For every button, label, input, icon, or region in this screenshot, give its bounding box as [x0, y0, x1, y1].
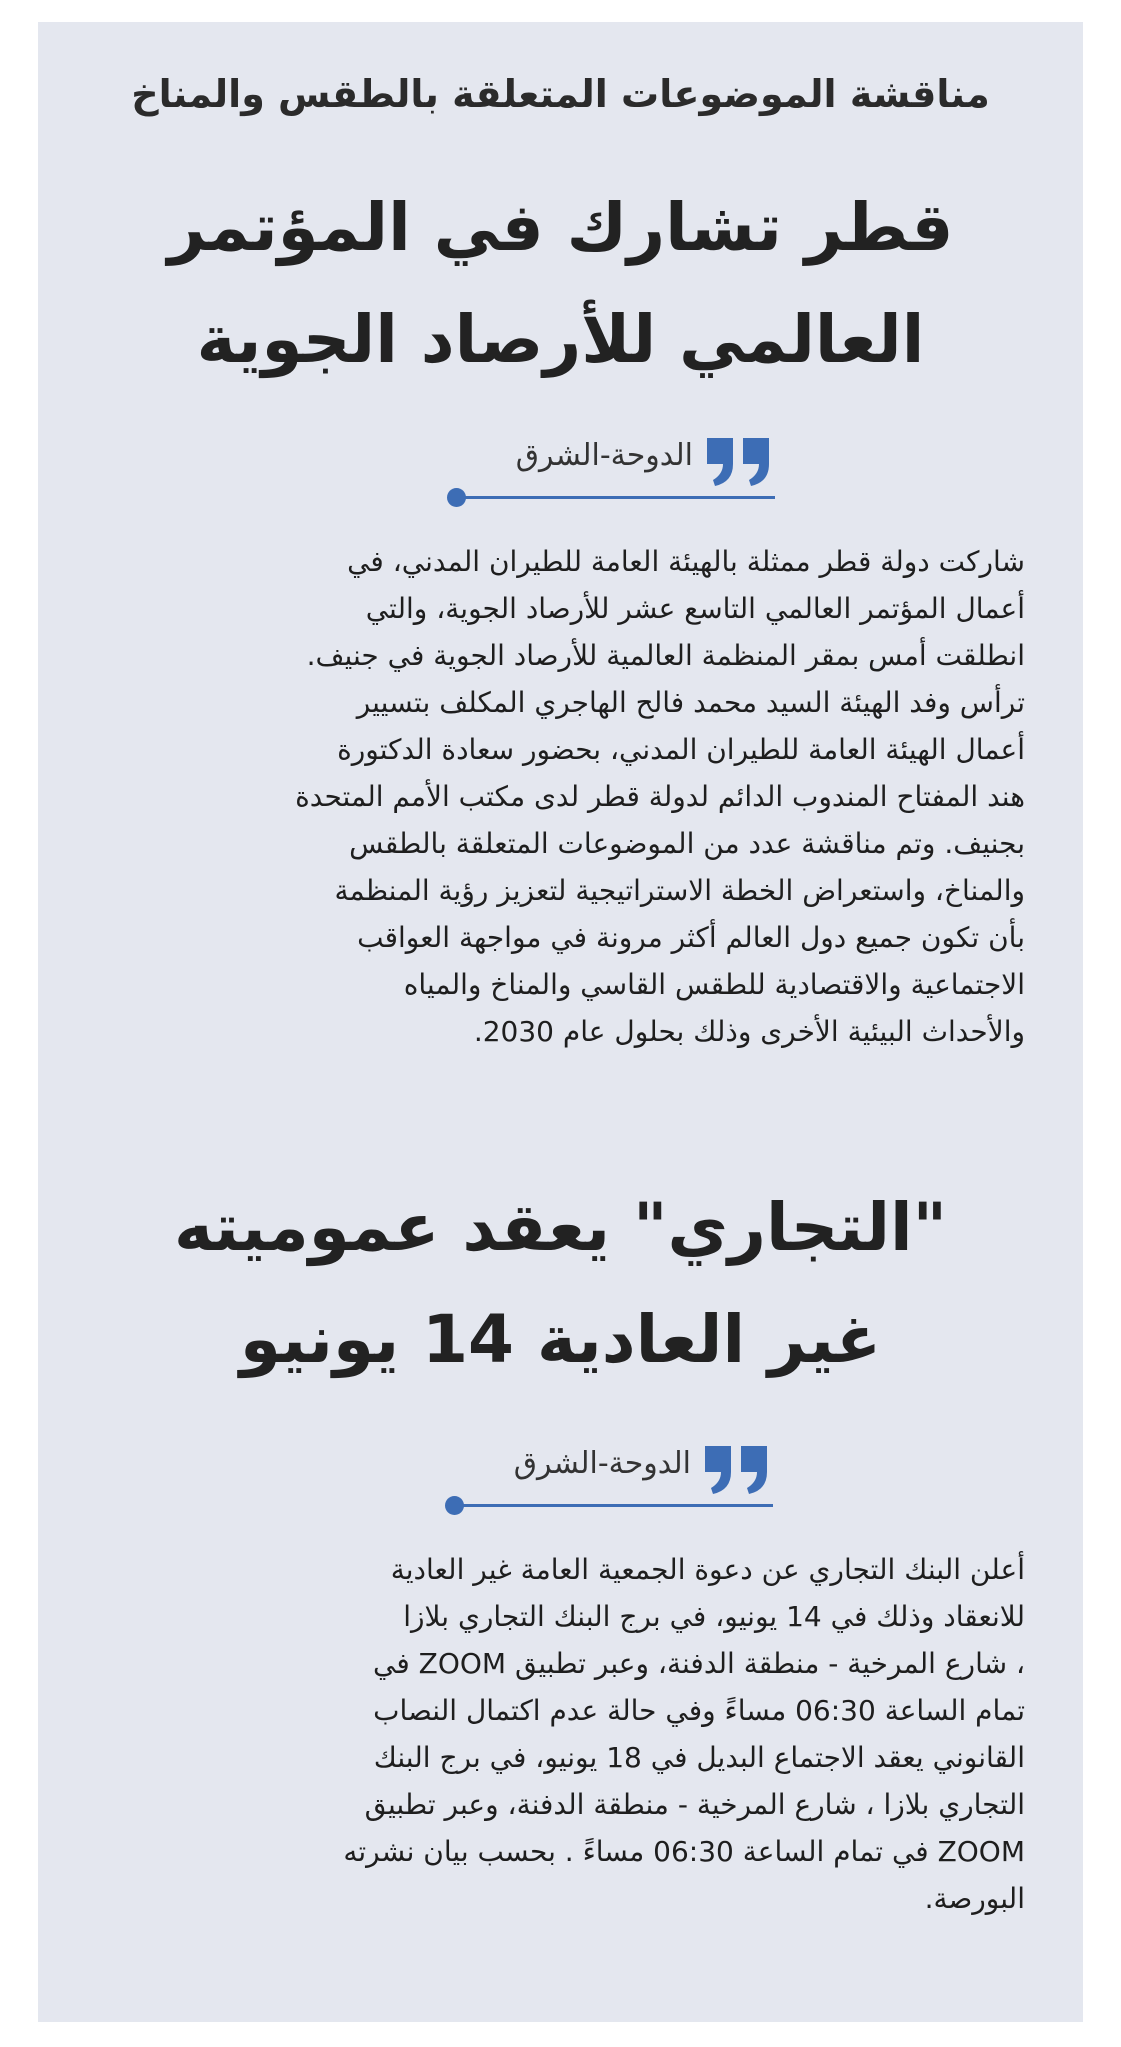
article2-body-line: تمام الساعة 06:30 مساءً وفي حالة عدم اكتمال النصاب	[373, 1694, 1025, 1727]
article2-body-line: ZOOM في تمام الساعة 06:30 مساءً . بحسب بيان نشرته	[343, 1835, 1025, 1868]
byline-divider-dot	[445, 1496, 464, 1515]
article1-body-line: هند المفتاح المندوب الدائم لدولة قطر لدى مكتب الأمم المتحدة	[295, 780, 1025, 813]
article2-body-line: التجاري بلازا ، شارع المرخية - منطقة الدفنة، وعبر تطبيق	[364, 1788, 1025, 1821]
article1-body-line: أعمال الهيئة العامة للطيران المدني، بحضور سعادة الدكتورة	[337, 733, 1025, 766]
quote-mark-icon	[701, 1442, 773, 1496]
article-page	[38, 22, 1083, 2022]
article1-body	[70, 538, 1025, 1055]
article2-headline-line2: غير العادية 14 يونيو	[239, 1301, 882, 1378]
byline-divider-dot	[447, 488, 466, 507]
article1-headline-line2: العالمي للأرصاد الجوية	[196, 301, 925, 378]
article2-body-line: أعلن البنك التجاري عن دعوة الجمعية العامة غير العادية	[390, 1553, 1025, 1586]
byline-divider	[455, 496, 775, 499]
quote-mark-icon	[703, 434, 775, 488]
article2-byline-text: الدوحة-الشرق	[513, 1446, 691, 1481]
article2-body-line: ، شارع المرخية - منطقة الدفنة، وعبر تطبيق ZOOM في	[373, 1647, 1025, 1680]
article1-body-line: شاركت دولة قطر ممثلة بالهيئة العامة للطيران المدني، في	[347, 545, 1025, 578]
article1-body-line: بجنيف. وتم مناقشة عدد من الموضوعات المتعلقة بالطقس	[349, 827, 1025, 860]
kicker-title: مناقشة الموضوعات المتعلقة بالطقس والمناخ	[131, 72, 990, 116]
article1-body-line: الاجتماعية والاقتصادية للطقس القاسي والمناخ والمياه	[403, 968, 1025, 1001]
article2-body-line: البورصة.	[924, 1882, 1025, 1915]
article1-body-line: أعمال المؤتمر العالمي التاسع عشر للأرصاد الجوية، والتي	[365, 592, 1025, 625]
article2-byline	[443, 1442, 783, 1522]
article2-body-line: القانوني يعقد الاجتماع البديل في 18 يونيو، في برج البنك	[373, 1741, 1025, 1774]
byline-divider	[453, 1504, 773, 1507]
article1-body-line: انطلقت أمس بمقر المنظمة العالمية للأرصاد الجوية في جنيف.	[306, 639, 1025, 672]
article2-body	[70, 1546, 1025, 1922]
article1-body-line: بأن تكون جميع دول العالم أكثر مرونة في مواجهة العواقب	[357, 921, 1025, 954]
article2-body-line: للانعقاد وذلك في 14 يونيو، في برج البنك التجاري بلازا	[403, 1600, 1025, 1633]
article1-headline-line1: قطر تشارك في المؤتمر	[167, 189, 954, 266]
article1-body-line: ترأس وفد الهيئة السيد محمد فالح الهاجري المكلف بتسيير	[356, 686, 1025, 719]
article2-headline	[38, 1172, 1083, 1396]
article2-headline-line1: "التجاري" يعقد عموميته	[173, 1189, 948, 1266]
article1-byline	[445, 434, 785, 514]
article1-body-line: والمناخ، واستعراض الخطة الاستراتيجية لتعزيز رؤية المنظمة	[334, 874, 1025, 907]
article1-body-line: والأحداث البيئية الأخرى وذلك بحلول عام 2030.	[473, 1015, 1025, 1048]
article1-headline	[38, 172, 1083, 396]
article1-byline-text: الدوحة-الشرق	[515, 438, 693, 473]
